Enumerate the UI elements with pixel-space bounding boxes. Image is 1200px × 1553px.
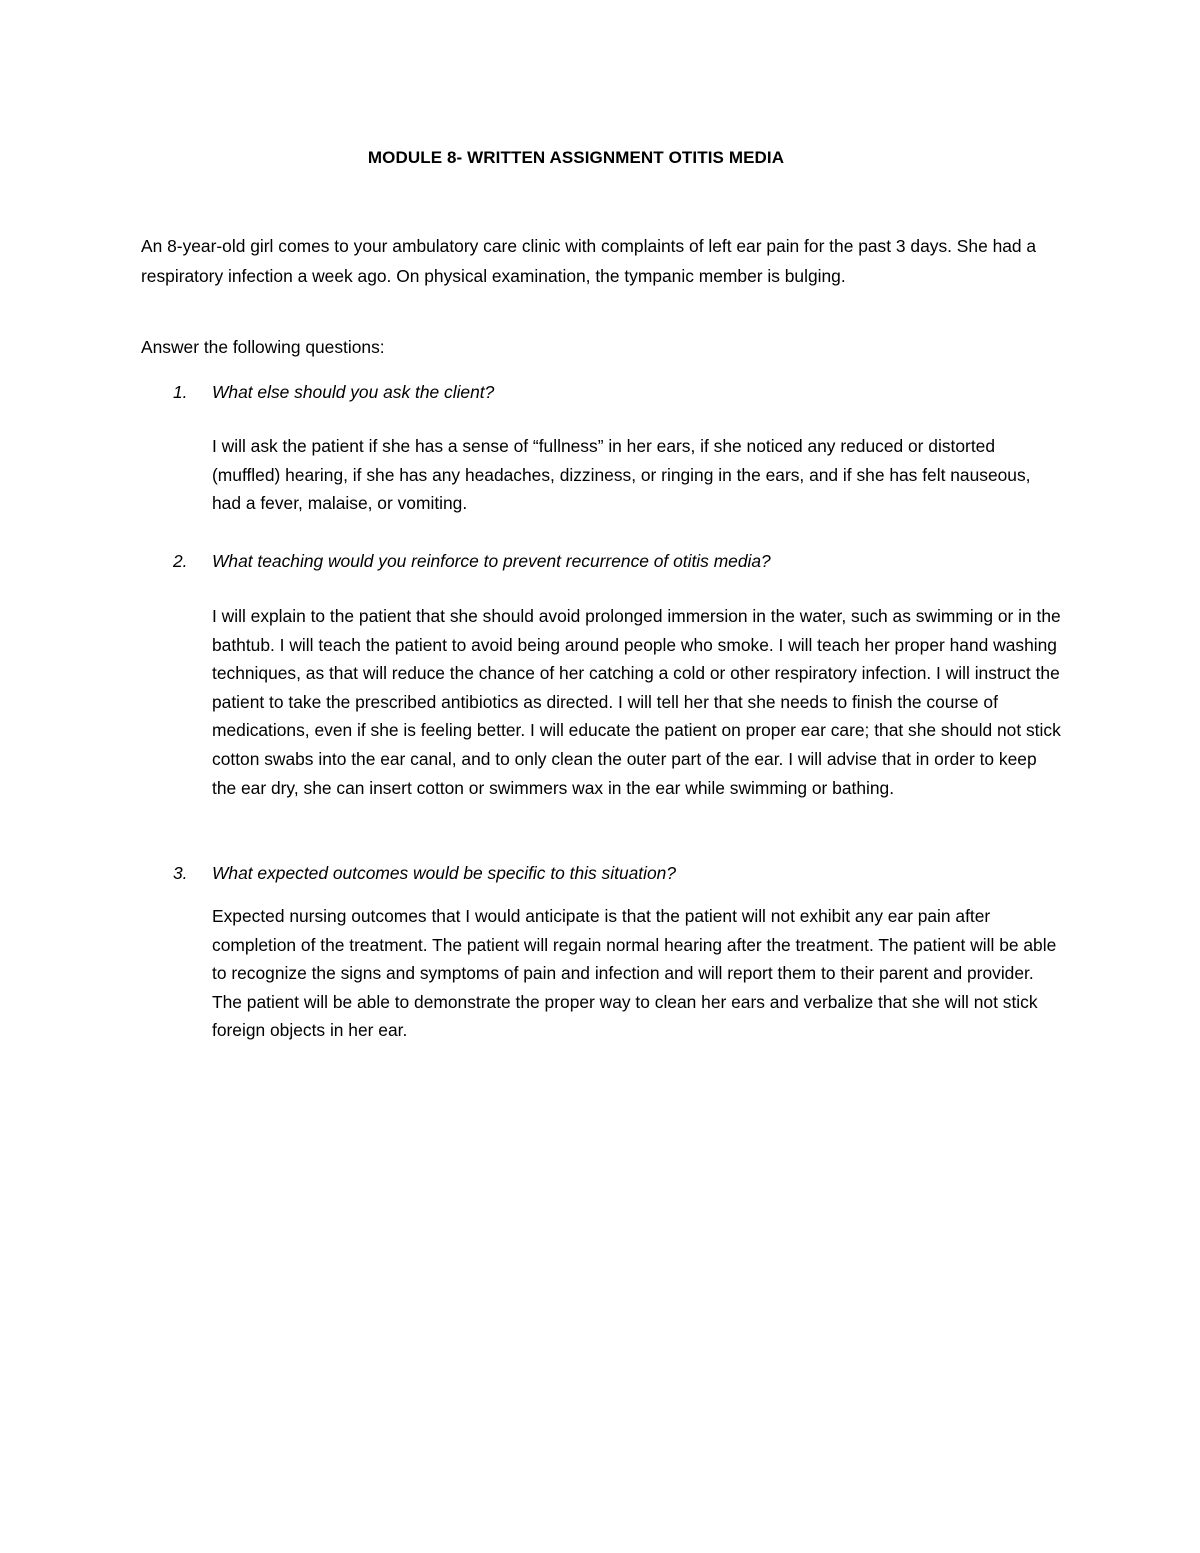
case-intro: An 8-year-old girl comes to your ambulatory care clinic with complaints of left ear pain for the past 3 days. She had a respiratory infection a week ago. On physical examination, the tympanic member is bulging. (141, 236, 1037, 286)
questions-prompt: Answer the following questions: (141, 337, 385, 357)
question-number: 2. (173, 551, 188, 571)
answer-text: I will explain to the patient that she should avoid prolonged immersion in the water, such as swimming or in the bathtub. I will teach the patient to avoid being around people who smoke. I will teach her proper hand washing techniques, as that will reduce the chance of her catching a cold or other respiratory infection. I will instruct the patient to take the prescribed antibiotics as directed. I will tell her that she needs to finish the course of medications, even if she is feeling better. I will educate the patient on proper ear care; that she should not stick cotton swabs into the ear canal, and to only clean the outer part of the ear. I will advise that in order to keep the ear dry, she can insert cotton or swimmers wax in the ear while swimming or bathing. (212, 606, 1061, 798)
question-number: 3. (173, 863, 188, 883)
question-text: What expected outcomes would be specific to this situation? (212, 863, 677, 883)
question-number: 1. (173, 382, 188, 402)
answer-text: I will ask the patient if she has a sense of “fullness” in her ears, if she noticed any reduced or distorted (muffled) hearing, if she has any headaches, dizziness, or ringing in the ears, and if she has felt nauseous, had a fever, malaise, or vomiting. (212, 436, 1031, 514)
answer-text: Expected nursing outcomes that I would anticipate is that the patient will not exhibit any ear pain after completion of the treatment. The patient will regain normal hearing after the treatment. The patient will be able to recognize the signs and symptoms of pain and infection and will report them to their parent and provider. The patient will be able to demonstrate the proper way to clean her ears and verbalize that she will not stick foreign objects in her ear. (212, 906, 1057, 1041)
document-title: MODULE 8- WRITTEN ASSIGNMENT OTITIS MEDIA (367, 148, 785, 167)
question-text: What teaching would you reinforce to prevent recurrence of otitis media? (212, 551, 771, 571)
question-text: What else should you ask the client? (212, 382, 495, 402)
